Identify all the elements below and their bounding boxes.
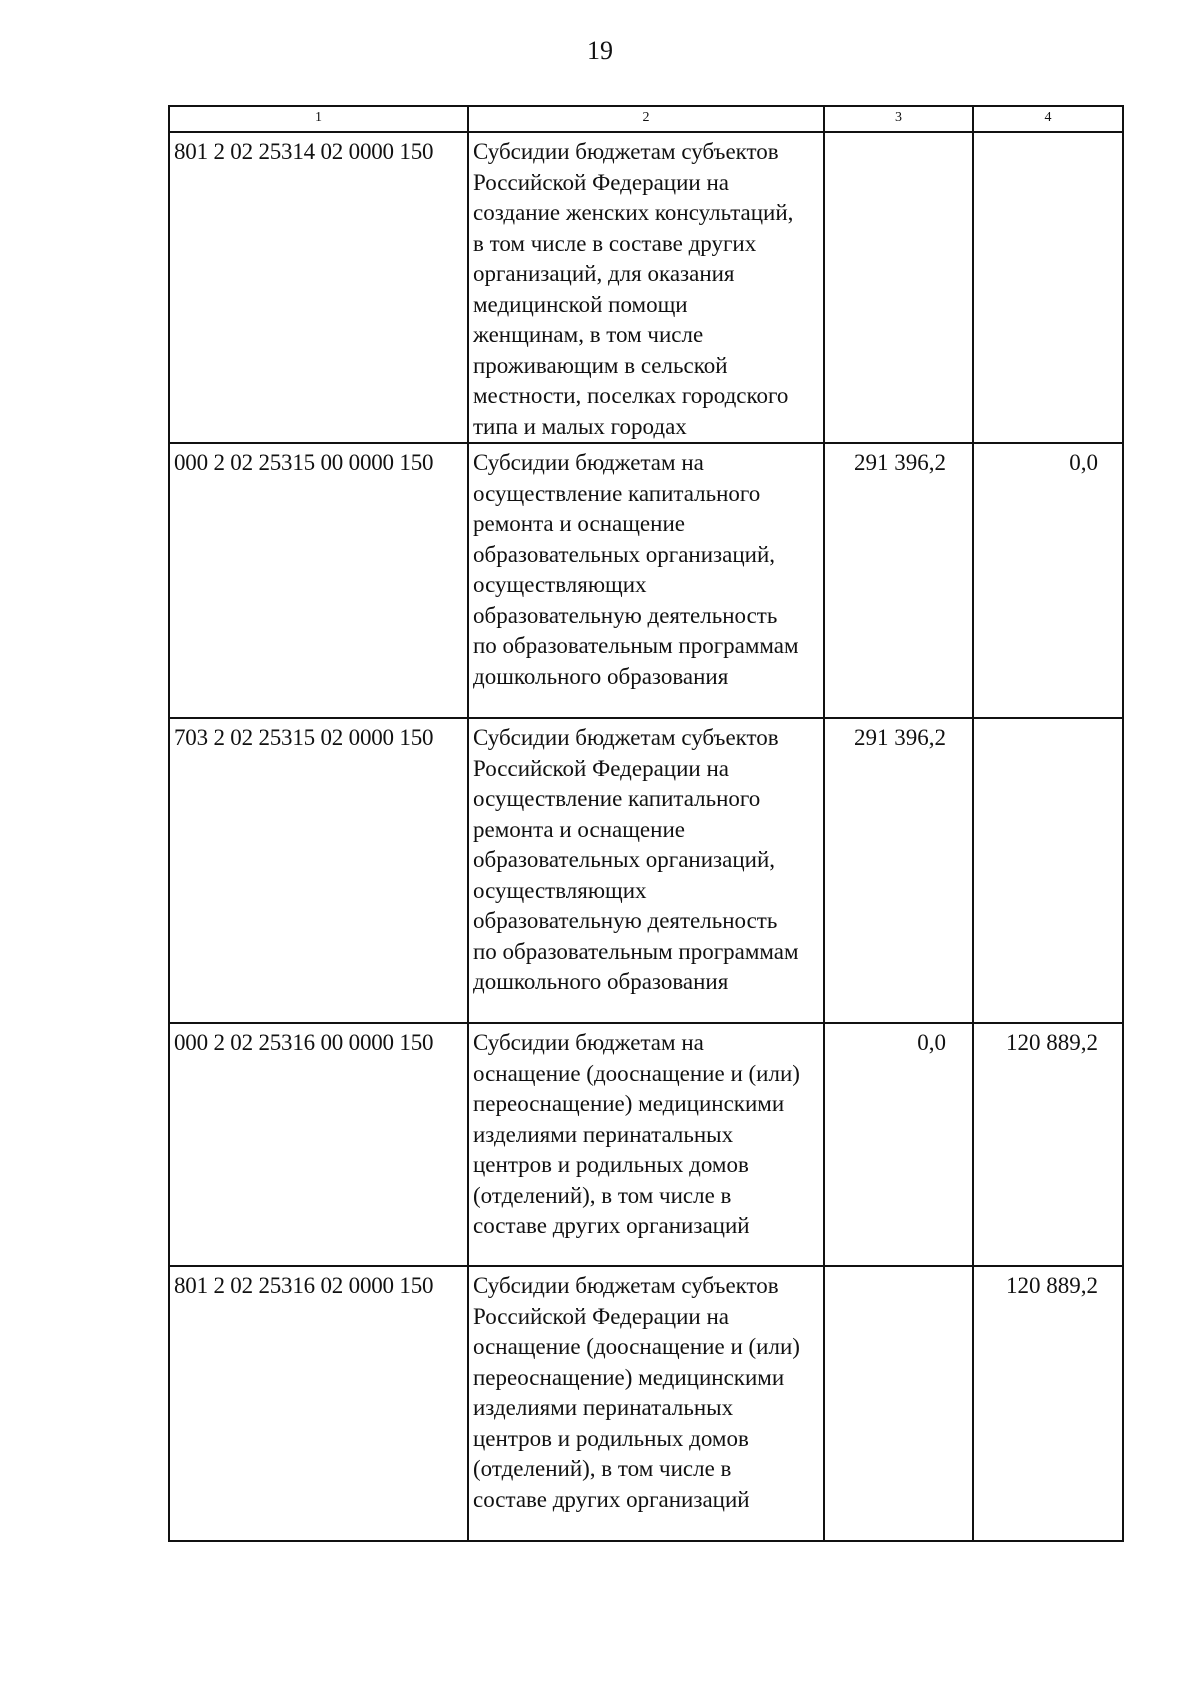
name-line: составе других организаций [473, 1486, 750, 1512]
name-line: проживающим в сельской [473, 352, 728, 378]
table-row [169, 443, 1123, 718]
budget-code: 801 2 02 25314 02 0000 150 [169, 132, 468, 443]
name-line: дошкольного образования [473, 969, 729, 994]
column-header-3: 3 [824, 106, 973, 132]
name-line: центров и родильных домов [473, 1152, 749, 1177]
budget-code: 801 2 02 25316 02 0000 150 [169, 1266, 468, 1541]
name-line: осуществление капитального [473, 480, 761, 506]
name-line: осуществляющих [473, 572, 647, 597]
name-line: местности, поселках городского [473, 383, 789, 408]
name-line: Субсидии бюджетам субъектов [473, 139, 779, 164]
name-line: Российской Федерации на [473, 1303, 729, 1329]
name-line: Субсидии бюджетам на [473, 450, 704, 475]
name-line: оснащение (дооснащение и (или) [473, 1060, 800, 1086]
name-line: ремонта и оснащение [473, 816, 685, 842]
value-col4 [973, 132, 1123, 443]
name-line: ремонта и оснащение [473, 511, 685, 536]
value-col3: 291 396,2 [824, 718, 973, 1023]
name-line: медицинской помощи [473, 291, 688, 317]
name-line: изделиями перинатальных [473, 1121, 734, 1147]
name-line: образовательных организаций, [473, 541, 775, 567]
budget-item-name [468, 718, 824, 1023]
budget-item-name [468, 443, 824, 718]
name-line: образовательных организаций, [473, 847, 775, 872]
name-line: Российской Федерации на [473, 169, 729, 195]
budget-code: 703 2 02 25315 02 0000 150 [169, 718, 468, 1023]
name-line: осуществление капитального [473, 786, 761, 811]
value-col4: 0,0 [973, 443, 1123, 718]
budget-item-name [468, 1266, 824, 1541]
name-line: дошкольного образования [473, 663, 729, 689]
value-col4 [973, 718, 1123, 1023]
value-col3 [824, 1266, 973, 1541]
value-col4: 120 889,2 [973, 1266, 1123, 1541]
name-line: образовательную деятельность [473, 908, 778, 933]
name-line: переоснащение) медицинскими [473, 1364, 785, 1390]
table-row [169, 1266, 1123, 1541]
name-line: осуществляющих [473, 877, 647, 903]
name-line: типа и малых городах [473, 413, 687, 439]
name-line: организаций, для оказания [473, 261, 735, 286]
name-line: Субсидии бюджетам субъектов [473, 1273, 779, 1298]
name-line: в том числе в составе других [473, 230, 757, 256]
budget-table [168, 105, 1124, 1542]
name-line: переоснащение) медицинскими [473, 1091, 785, 1116]
column-header-4: 4 [973, 106, 1123, 132]
table-header-row [169, 106, 1123, 132]
name-line: образовательную деятельность [473, 602, 778, 628]
column-header-1: 1 [169, 106, 468, 132]
budget-code: 000 2 02 25316 00 0000 150 [169, 1023, 468, 1266]
value-col3 [824, 132, 973, 443]
budget-item-name [468, 132, 824, 443]
name-line: Субсидии бюджетам субъектов [473, 725, 779, 750]
name-line: составе других организаций [473, 1213, 750, 1238]
name-line: по образовательным программам [473, 938, 799, 964]
name-line: оснащение (дооснащение и (или) [473, 1334, 800, 1359]
budget-code: 000 2 02 25315 00 0000 150 [169, 443, 468, 718]
name-line: центров и родильных домов [473, 1425, 749, 1451]
table-row [169, 132, 1123, 443]
name-line: (отделений), в том числе в [473, 1456, 732, 1481]
name-line: (отделений), в том числе в [473, 1182, 732, 1208]
budget-item-name [468, 1023, 824, 1266]
name-line: изделиями перинатальных [473, 1395, 734, 1420]
name-line: создание женских консультаций, [473, 200, 794, 225]
name-line: Субсидии бюджетам на [473, 1030, 704, 1055]
value-col4: 120 889,2 [973, 1023, 1123, 1266]
column-header-2: 2 [468, 106, 824, 132]
table-row [169, 718, 1123, 1023]
value-col3: 0,0 [824, 1023, 973, 1266]
table-row [169, 1023, 1123, 1266]
value-col3: 291 396,2 [824, 443, 973, 718]
page-number: 19 [587, 36, 613, 65]
name-line: Российской Федерации на [473, 755, 729, 781]
name-line: по образовательным программам [473, 633, 799, 658]
name-line: женщинам, в том числе [473, 322, 704, 347]
